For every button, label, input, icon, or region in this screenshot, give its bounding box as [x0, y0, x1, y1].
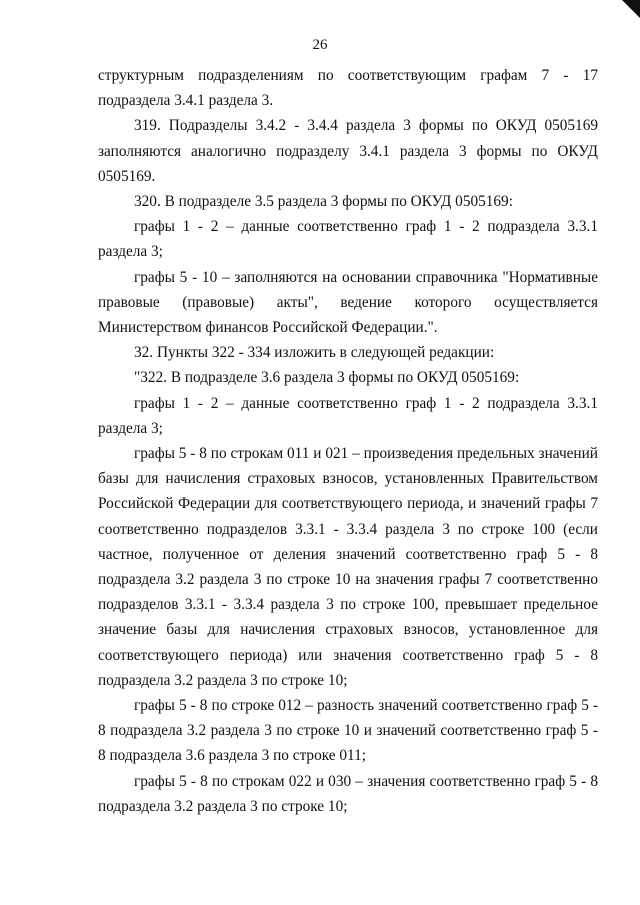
- paragraph-rows-011-021: графы 5 - 8 по строкам 011 и 021 – произведения предельных значений базы для начисления страховых взносов, установленных Правительством Российской Федерации для соответствующего периода, и значений графы 7 соответственно подразделов 3.3.1 - 3.3.4 раздела 3 по строке 100 (если частное, полученное от деления значений соответственно граф 5 - 8 подраздела 3.2 раздела 3 по строке 10 на значения графы 7 соответственно подразделов 3.3.1 - 3.3.4 раздела 3 по строке 100, превышает предельное значение базы для начисления страховых взносов, установленное для соответствующего периода) или значения соответственно граф 5 - 8 подраздела 3.2 раздела 3 по строке 10;: [98, 445, 598, 689]
- paragraph-322: "322. В подразделе 3.6 раздела 3 формы по ОКУД 0505169:: [134, 369, 520, 387]
- paragraph-columns-1-2: графы 1 - 2 – данные соответственно граф 1 - 2 подраздела 3.3.1 раздела 3;: [98, 218, 598, 261]
- page-number: 26: [312, 37, 328, 53]
- paragraph-row-012: графы 5 - 8 по строке 012 – разность значений соответственно граф 5 - 8 подраздела 3.2 раздела 3 по строке 10 и значений соответственно граф 5 - 8 подраздела 3.6 раздела 3 по строке 011;: [98, 697, 598, 765]
- paragraph-continuation: структурным подразделениям по соответствующим графам 7 - 17 подраздела 3.4.1 раздела 3.: [98, 67, 598, 110]
- scan-corner-mark: [622, 0, 640, 18]
- paragraph-columns-5-10: графы 5 - 10 – заполняются на основании справочника "Нормативные правовые (правовые) акты", ведение которого осуществляется Министерством финансов Российской Федерации.".: [98, 268, 598, 337]
- paragraph-item-32: 32. Пункты 322 - 334 изложить в следующей редакции:: [134, 344, 495, 362]
- paragraph-rows-022-030: графы 5 - 8 по строкам 022 и 030 – значения соответственно граф 5 - 8 подраздела 3.2 раздела 3 по строке 10;: [98, 772, 598, 815]
- paragraph-columns-1-2-b: графы 1 - 2 – данные соответственно граф 1 - 2 подраздела 3.3.1 раздела 3;: [98, 394, 598, 437]
- body-text: [98, 63, 598, 819]
- paragraph-320: 320. В подразделе 3.5 раздела 3 формы по ОКУД 0505169:: [134, 193, 513, 211]
- paragraph-319: 319. Подразделы 3.4.2 - 3.4.4 раздела 3 формы по ОКУД 0505169 заполняются аналогично подразделу 3.4.1 раздела 3 формы по ОКУД 0505169.: [98, 117, 598, 185]
